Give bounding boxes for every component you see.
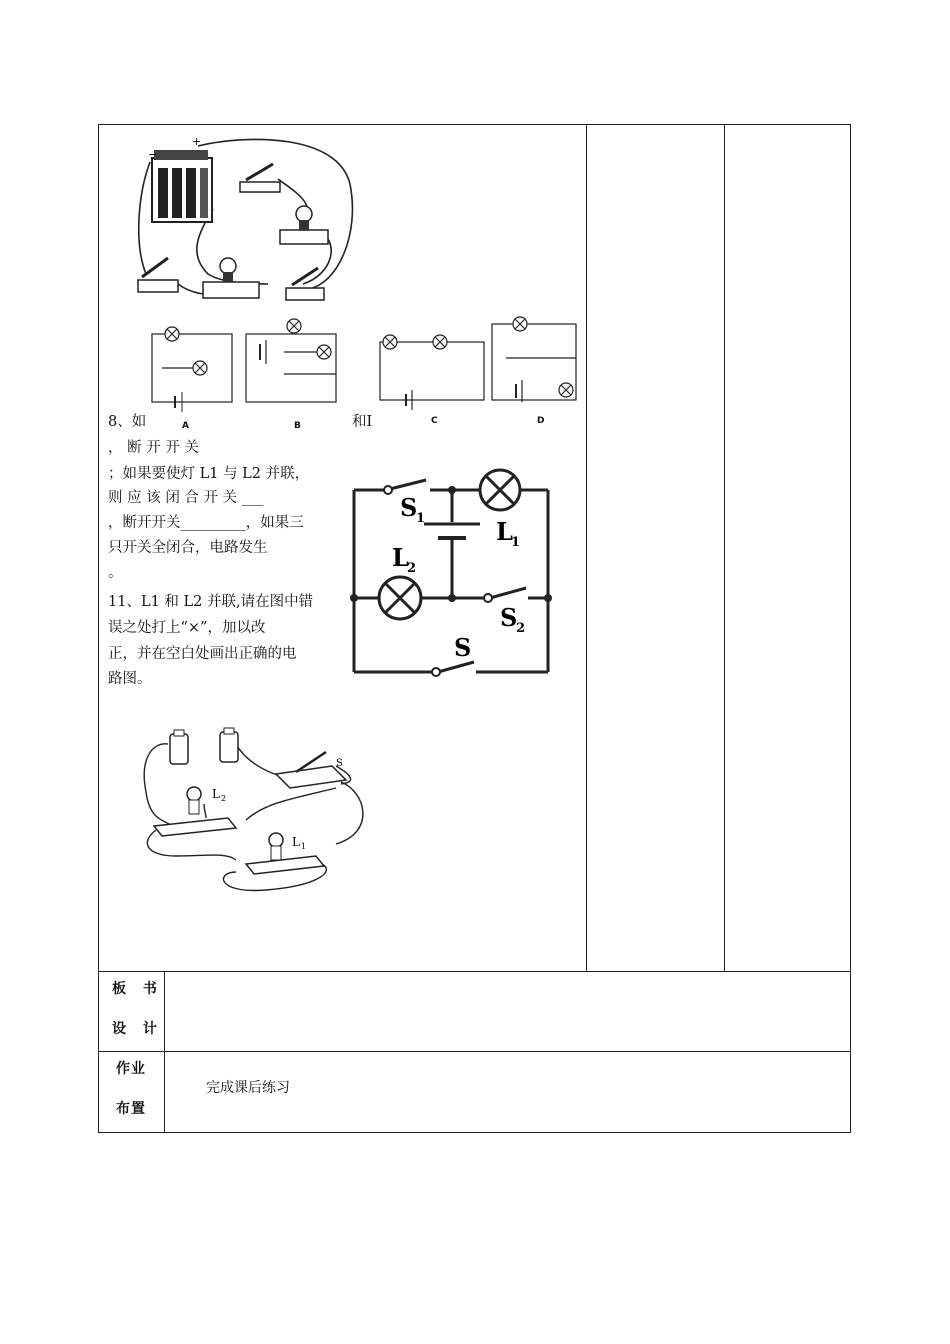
l1-label: L [496,517,513,546]
q8-line-4: 则 应 该 闭 合 开 关 ___ [108,490,264,506]
battery-plus-label: + [192,135,202,148]
q8-line-5: ，断开开关_________，如果三 [108,515,304,531]
schematic-circuit-figure [348,462,558,682]
battery-cell-icon [220,728,238,762]
l2-label: L [392,543,409,572]
col-divider-1 [586,124,587,972]
battery-minus-label: − [148,148,158,161]
table-bottom-border [98,1132,851,1133]
l1-photo-subscript: 1 [301,842,307,851]
label-col-divider [164,971,165,1133]
physical-circuit-figure-1 [128,134,358,304]
q11-line-3: 正，并在空白处画出正确的电 [108,646,297,662]
q8-line-7: 。 [108,565,123,581]
q8-line-2: ， 断 开 开 关 [108,440,199,456]
q11-line-1: 11、L1 和 L2 并联,请在图中错 [108,594,314,610]
q8-line-1-start: 8、如 [108,414,147,430]
row-divider-1 [98,971,851,972]
option-circuits-figure [140,314,585,414]
battery-icon [152,150,212,222]
switch-s-label: S [336,758,343,769]
l1-photo-label: L [292,835,300,849]
option-a-label: A [182,421,189,431]
option-c-circuit [380,335,484,410]
homework-label-1: 作业 [116,1061,146,1077]
table-top-border [98,124,851,125]
col-divider-2 [724,124,725,972]
q11-line-4: 路图。 [108,671,152,687]
physical-circuit-figure-2 [136,722,376,894]
knife-switch-icon [240,164,280,192]
l2-photo-subscript: 2 [221,794,227,803]
table-right-border [850,124,851,1133]
s1-label: S [400,493,418,522]
option-d-label: D [537,416,545,426]
s-label: S [454,633,472,662]
option-c-label: C [431,416,438,426]
bulb-holder-icon [203,258,259,298]
option-b-circuit [246,319,336,402]
board-design-label-2: 设 计 [112,1021,163,1037]
s2-label: S [500,603,518,632]
option-b-label: B [294,421,301,431]
q8-line-1-end: 和I [352,414,373,430]
q8-line-6: 只开关全闭合，电路发生 [108,540,268,556]
battery-cell-icon [170,730,188,764]
bulb-holder-icon [280,206,328,244]
table-left-border [98,124,99,1133]
l1-subscript: 1 [511,535,521,550]
s1-subscript: 1 [416,511,426,526]
l2-photo-label: L [212,787,220,801]
board-design-label-1: 板 书 [112,981,163,997]
bulb-board-icon [246,833,324,874]
knife-switch-icon [138,258,178,292]
q8-line-3: ；如果要使灯 L1 与 L2 并联， [108,466,310,482]
option-d-circuit [492,317,576,402]
l2-subscript: 2 [407,561,417,576]
option-a-circuit [152,327,232,412]
row-divider-2 [98,1051,851,1052]
homework-content: 完成课后练习 [206,1080,290,1096]
homework-label-2: 布置 [116,1101,146,1117]
q11-line-2: 误之处打上“×”，加以改 [108,620,266,636]
s2-subscript: 2 [516,621,526,636]
